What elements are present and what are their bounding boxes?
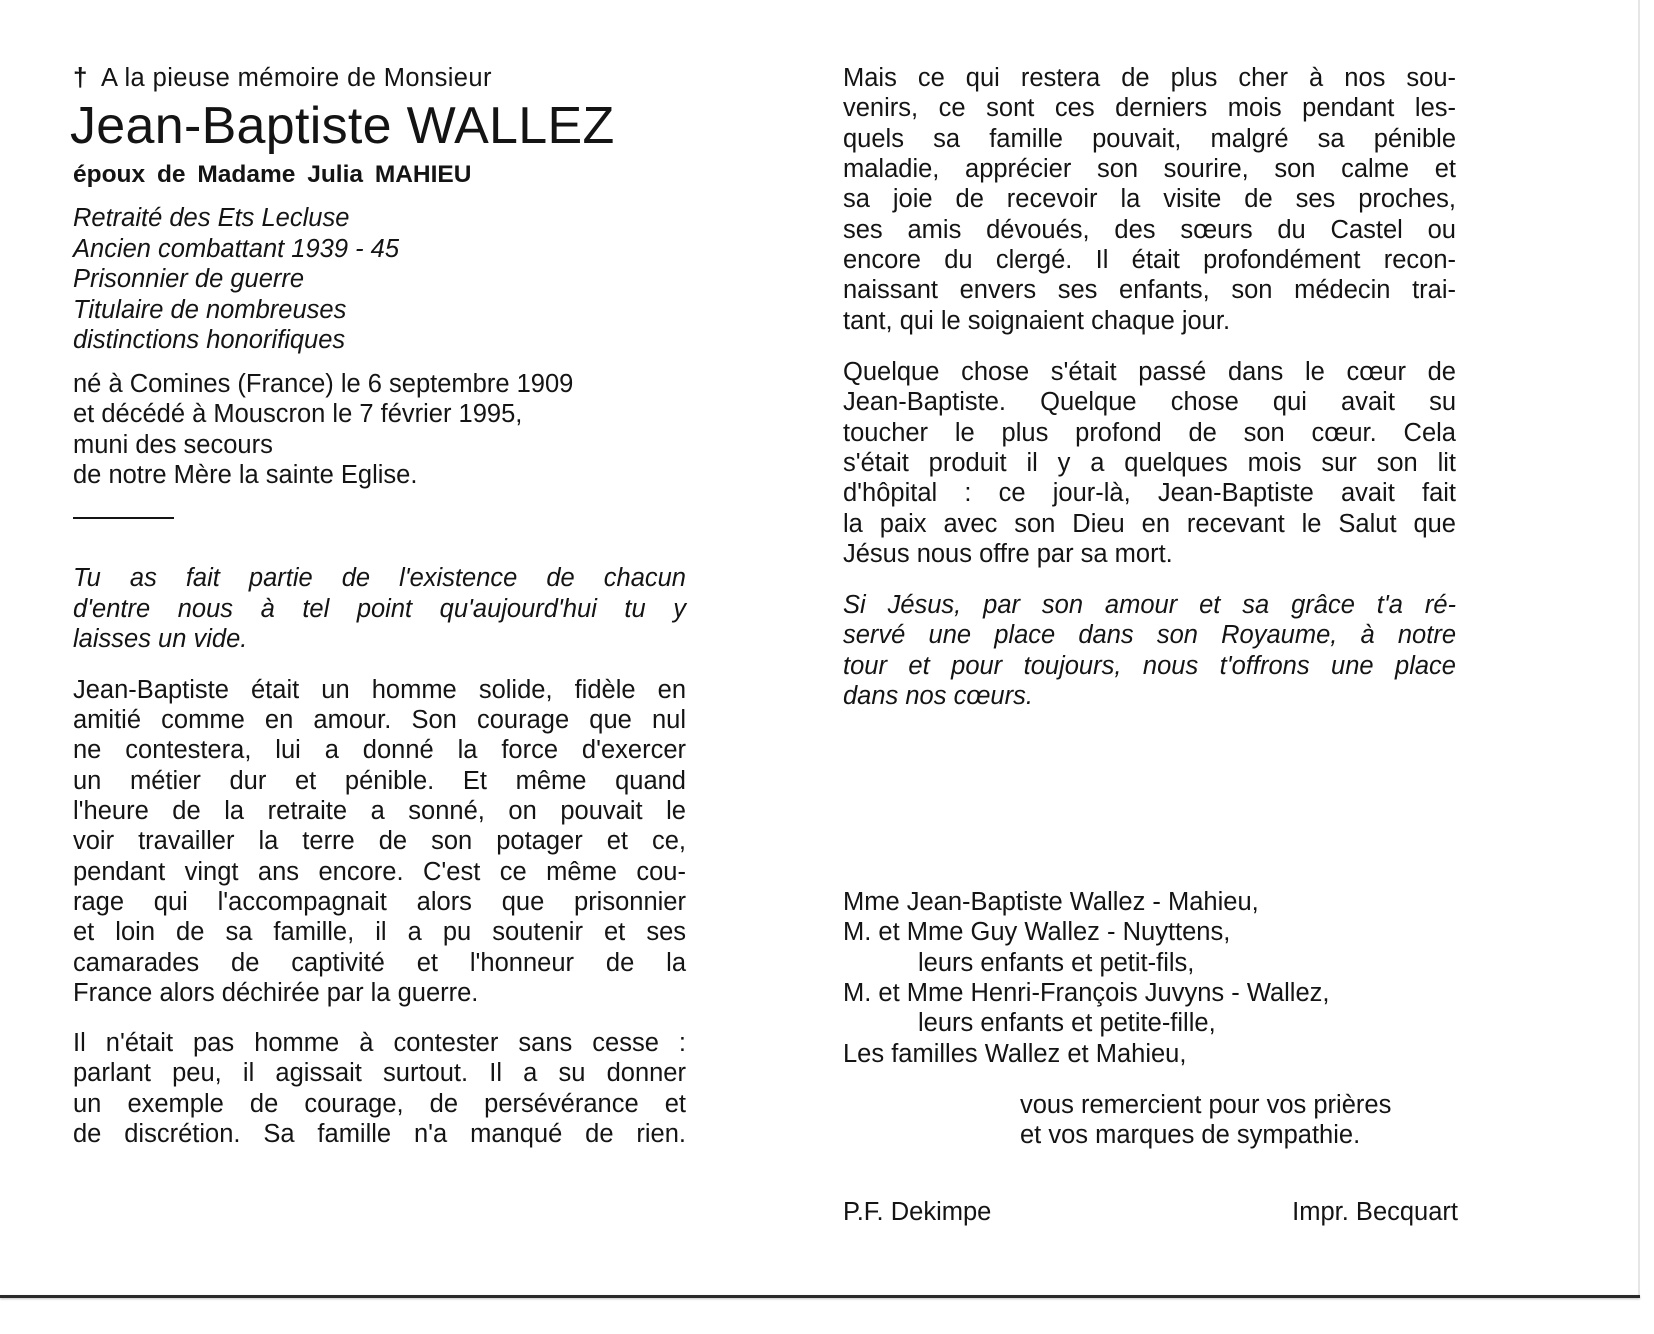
paragraph-line: amitié comme en amour. Son courage que nul — [73, 706, 686, 734]
intro-text: A la pieuse mémoire de Monsieur — [101, 64, 492, 92]
title-line: Prisonnier de guerre — [73, 265, 305, 293]
thanks-line: vous remercient pour vos prières — [1020, 1091, 1392, 1119]
family-line: M. et Mme Henri-François Juvyns - Wallez, — [843, 979, 1330, 1007]
family-line: Les familles Wallez et Mahieu, — [843, 1040, 1187, 1068]
paragraph-line: Mais ce qui restera de plus cher à nos sou- — [843, 64, 1456, 92]
spouse-line: époux de Madame Julia MAHIEU — [73, 161, 472, 188]
sacrament-line: de notre Mère la sainte Eglise. — [73, 461, 418, 489]
paragraph-line: Jésus nous offre par sa mort. — [843, 540, 1173, 568]
birth-line: né à Comines (France) le 6 septembre 1909 — [73, 370, 574, 398]
deceased-name: Jean-Baptiste WALLEZ — [70, 97, 615, 155]
paragraph-line: France alors déchirée par la guerre. — [73, 979, 479, 1007]
paragraph-line: un exemple de courage, de persévérance et — [73, 1090, 686, 1118]
title-line: Ancien combattant 1939 - 45 — [73, 235, 400, 263]
quote-line: tour et pour toujours, nous t'offrons une place — [843, 652, 1456, 680]
paragraph-line: Jean-Baptiste était un homme solide, fidèle en — [73, 676, 686, 704]
paragraph-line: l'heure de la retraite a sonné, on pouvait le — [73, 797, 686, 825]
paragraph-line: un métier dur et pénible. Et même quand — [73, 767, 686, 795]
family-line: leurs enfants et petite-fille, — [918, 1009, 1216, 1037]
paragraph-line: quels sa famille pouvait, malgré sa pénible — [843, 125, 1456, 153]
paragraph-line: Il n'était pas homme à contester sans cesse : — [73, 1029, 686, 1057]
printer-credit: Impr. Becquart — [1292, 1198, 1458, 1226]
paragraph-line: de discrétion. Sa famille n'a manqué de rien. — [73, 1120, 686, 1148]
paragraph-line: voir travailler la terre de son potager et ce, — [73, 827, 686, 855]
paragraph-line: ses amis dévoués, des sœurs du Castel ou — [843, 216, 1456, 244]
funeral-director: P.F. Dekimpe — [843, 1198, 992, 1226]
quote-line: Tu as fait partie de l'existence de chacun — [73, 564, 686, 592]
title-line: Retraité des Ets Lecluse — [73, 204, 350, 232]
paragraph-line: ne contestera, lui a donné la force d'exercer — [73, 736, 686, 764]
paragraph-line: camarades de captivité et l'honneur de la — [73, 949, 686, 977]
card-bottom-edge — [0, 1295, 1640, 1298]
title-line: Titulaire de nombreuses — [73, 296, 347, 324]
quote-line: dans nos cœurs. — [843, 682, 1033, 710]
quote-line: Si Jésus, par son amour et sa grâce t'a ré- — [843, 591, 1456, 619]
paragraph-line: maladie, apprécier son sourire, son calme et — [843, 155, 1456, 183]
death-line: et décédé à Mouscron le 7 février 1995, — [73, 400, 523, 428]
family-line: M. et Mme Guy Wallez - Nuyttens, — [843, 918, 1231, 946]
paragraph-line: pendant vingt ans encore. C'est ce même cou- — [73, 858, 686, 886]
paragraph-line: encore du clergé. Il était profondément recon- — [843, 246, 1456, 274]
paragraph-line: Jean-Baptiste. Quelque chose qui avait su — [843, 388, 1456, 416]
paragraph-line: tant, qui le soignaient chaque jour. — [843, 307, 1231, 335]
paragraph-line: et loin de sa famille, il a pu soutenir et ses — [73, 918, 686, 946]
quote-line: d'entre nous à tel point qu'aujourd'hui tu y — [73, 595, 686, 623]
paragraph-line: d'hôpital : ce jour-là, Jean-Baptiste avait fait — [843, 479, 1456, 507]
paragraph-line: s'était produit il y a quelques mois sur son lit — [843, 449, 1456, 477]
thanks-line: et vos marques de sympathie. — [1020, 1121, 1361, 1149]
paragraph-line: la paix avec son Dieu en recevant le Salut que — [843, 510, 1456, 538]
paragraph-line: naissant envers ses enfants, son médecin trai- — [843, 276, 1456, 304]
sacrament-line: muni des secours — [73, 431, 273, 459]
title-line: distinctions honorifiques — [73, 326, 346, 354]
family-line: leurs enfants et petit-fils, — [918, 949, 1195, 977]
paragraph-line: venirs, ce sont ces derniers mois pendant les- — [843, 94, 1456, 122]
family-line: Mme Jean-Baptiste Wallez - Mahieu, — [843, 888, 1259, 916]
latin-cross-icon: † — [73, 62, 88, 92]
section-divider — [73, 517, 174, 519]
memorial-intro — [73, 62, 492, 93]
paragraph-line: sa joie de recevoir la visite de ses proches, — [843, 185, 1456, 213]
paragraph-line: toucher le plus profond de son cœur. Cela — [843, 419, 1456, 447]
paragraph-line: Quelque chose s'était passé dans le cœur de — [843, 358, 1456, 386]
paragraph-line: parlant peu, il agissait surtout. Il a su donner — [73, 1059, 686, 1087]
quote-line: laisses un vide. — [73, 625, 248, 653]
quote-line: servé une place dans son Royaume, à notre — [843, 621, 1456, 649]
paragraph-line: rage qui l'accompagnait alors que prisonnier — [73, 888, 686, 916]
